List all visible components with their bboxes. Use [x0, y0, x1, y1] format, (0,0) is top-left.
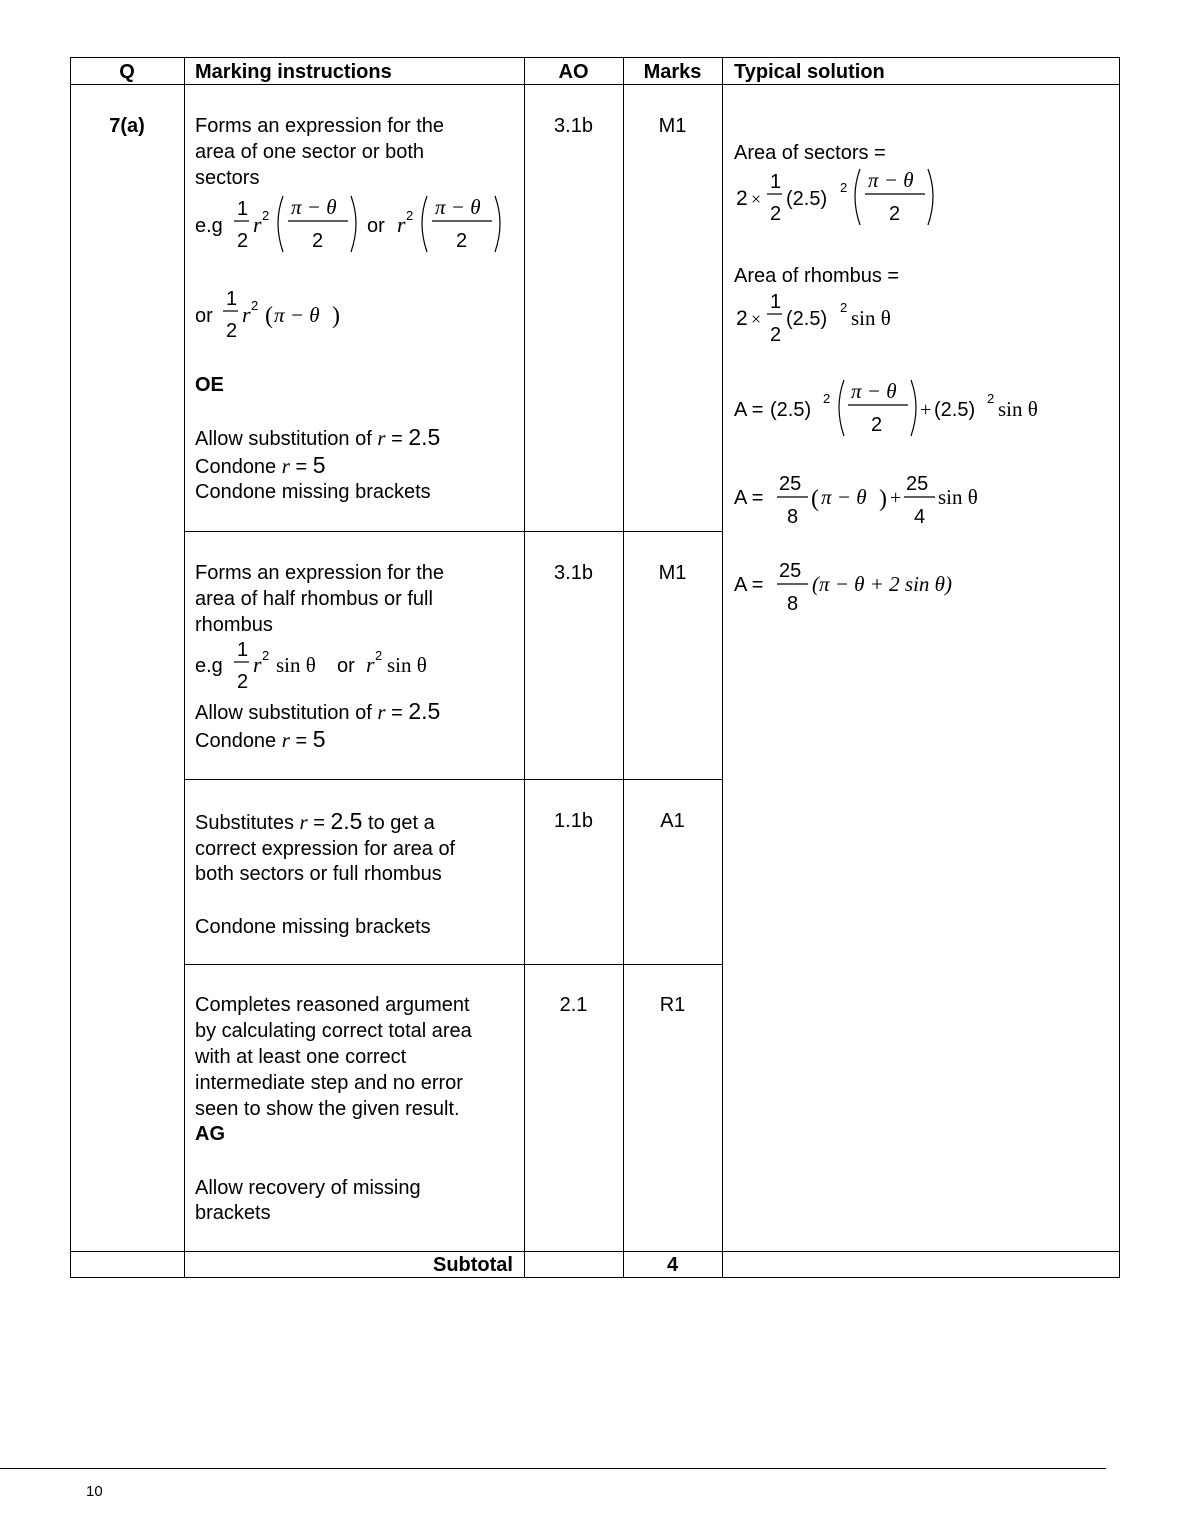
row1-r-var: r [253, 212, 262, 237]
solution-area-formula-1 [734, 374, 1054, 444]
sol1-two: 2 [736, 187, 748, 210]
row2-ao: 3.1b [554, 562, 593, 584]
solution-rhombus-formula [734, 289, 934, 349]
row2-condone-eq: = [289, 730, 313, 752]
row1-r-sq-2: 2 [406, 208, 414, 223]
header-marking-instructions: Marking instructions [195, 61, 392, 83]
row4-recovery-line-1: Allow recovery of missing [195, 1177, 421, 1199]
row2-sin-theta: sin θ [276, 653, 316, 677]
row4-line-5: seen to show the given result. [195, 1098, 460, 1120]
row1-allow-var: r [377, 426, 386, 450]
row2-line-1: Forms an expression for the [195, 562, 444, 584]
row2-condone-val: 5 [312, 726, 326, 752]
sol3-sq: 2 [823, 391, 831, 406]
row2-r-sq-2: 2 [375, 648, 383, 663]
footer-rule [0, 1468, 1106, 1469]
row2-allow-eq: = [385, 702, 409, 724]
sol4-paren-close: ) [879, 486, 887, 512]
row1-allow-val: 2.5 [408, 424, 441, 450]
row1-line-1: Forms an expression for the [195, 115, 444, 137]
row2-condone-prefix: Condone [195, 730, 282, 752]
row2-half-den: 2 [237, 671, 249, 693]
row1-r-sq-3: 2 [251, 298, 259, 313]
row1-line-3: sectors [195, 167, 260, 189]
sol3-r-val: (2.5) [770, 399, 812, 421]
sol4-n25-2: 25 [906, 473, 929, 495]
row1-condone-r [195, 453, 326, 480]
row4-line-3: with at least one correct [195, 1046, 407, 1068]
row2-eg-text: e.g [195, 655, 223, 677]
sol5-final-paren: (π − θ + 2 sin θ) [812, 572, 952, 596]
question-number: 7(a) [109, 115, 145, 137]
row3-line-1: correct expression for area of [195, 838, 456, 860]
col-divider-ao [623, 57, 624, 1278]
row3-mark: A1 [660, 810, 685, 832]
row1-r-sq: 2 [262, 208, 270, 223]
sol4-a-label: A = [734, 487, 764, 509]
row2-r-var: r [253, 652, 262, 677]
row1-allow-substitution [195, 425, 440, 452]
row1-pi-theta-den-2: 2 [456, 230, 468, 252]
row2-allow-val: 2.5 [408, 698, 441, 724]
row1-condone-brackets: Condone missing brackets [195, 481, 431, 503]
sol2-times: × [751, 309, 762, 329]
row2-condone-r [195, 727, 326, 754]
row-divider-3 [184, 964, 722, 965]
sol4-plus: + [890, 487, 902, 509]
row2-sin-theta-2: sin θ [387, 653, 427, 677]
row1-half-num: 1 [226, 288, 238, 310]
subtotal-divider [70, 1251, 1120, 1252]
row2-allow-substitution [195, 699, 440, 726]
row-divider-1 [184, 531, 722, 532]
sol5-d8: 8 [787, 593, 799, 615]
subtotal-label: Subtotal [433, 1254, 513, 1276]
sol2-two: 2 [736, 307, 748, 330]
row3-ao: 1.1b [554, 810, 593, 832]
solution-sectors-label: Area of sectors = [734, 142, 886, 164]
row1-condone-prefix: Condone [195, 456, 282, 478]
header-typical-solution: Typical solution [734, 61, 885, 83]
solution-rhombus-label: Area of rhombus = [734, 265, 900, 287]
sol2-half-den: 2 [770, 324, 782, 346]
row2-r-sq: 2 [262, 648, 270, 663]
table-border-top [70, 57, 1120, 58]
row3-sub-prefix: Substitutes [195, 812, 300, 834]
sol1-half-num: 1 [770, 171, 782, 193]
row3-condone-brackets: Condone missing brackets [195, 916, 431, 938]
row4-line-4: intermediate step and no error [195, 1072, 463, 1094]
sol2-r-val: (2.5) [786, 308, 828, 330]
page-number: 10 [86, 1483, 103, 1500]
row2-mark: M1 [658, 562, 687, 584]
sol5-n25: 25 [779, 560, 802, 582]
row1-condone-eq: = [289, 456, 313, 478]
header-divider [70, 84, 1120, 85]
col-divider-marking [524, 57, 525, 1278]
sol4-d4: 4 [914, 506, 926, 528]
row2-line-3: rhombus [195, 614, 273, 636]
solution-sectors-formula [734, 163, 954, 233]
col-divider-q [184, 57, 185, 1278]
sol4-paren-open: ( [811, 486, 819, 512]
row1-sector-formula [195, 190, 515, 260]
sol3-sq-2: 2 [987, 391, 995, 406]
row3-sub-eq: = [307, 812, 331, 834]
row1-pi-theta-num-2: π − θ [435, 195, 481, 219]
row2-or-text: or [337, 655, 355, 677]
row1-eg-text: e.g [195, 215, 223, 237]
row1-frac-den: 2 [237, 230, 249, 252]
sol5-a-label: A = [734, 574, 764, 596]
row2-r-var-2: r [366, 652, 375, 677]
row3-substitutes [195, 809, 435, 836]
row-divider-2 [184, 779, 722, 780]
row4-ao: 2.1 [559, 994, 588, 1016]
row2-allow-var: r [377, 700, 386, 724]
header-ao: AO [558, 61, 589, 83]
row2-half-num: 1 [237, 639, 249, 661]
sol1-pi-theta-den: 2 [889, 203, 901, 225]
row2-line-2: area of half rhombus or full [195, 588, 433, 610]
sol2-half-num: 1 [770, 291, 782, 313]
row1-condone-var: r [281, 454, 290, 478]
row1-oe-label: OE [195, 374, 224, 396]
row1-r-var-3: r [242, 302, 251, 327]
header-marks: Marks [643, 61, 702, 83]
row4-recovery-line-2: brackets [195, 1202, 271, 1224]
row1-condone-val: 5 [312, 452, 326, 478]
col-border-right [1119, 57, 1120, 1278]
row2-rhombus-formula [195, 637, 455, 697]
row1-paren-open: ( [265, 303, 273, 329]
sol1-half-den: 2 [770, 203, 782, 225]
sol1-r-val: (2.5) [786, 188, 828, 210]
sol3-a-label: A = [734, 399, 764, 421]
sol1-sq: 2 [840, 180, 848, 195]
solution-area-formula-2 [734, 466, 1014, 530]
sol4-sin-theta: sin θ [938, 485, 978, 509]
row3-sub-val: 2.5 [330, 808, 363, 834]
row1-r-var-2: r [397, 212, 406, 237]
solution-area-formula-3 [734, 553, 994, 617]
row1-ao: 3.1b [554, 115, 593, 137]
row1-or-text: or [367, 215, 385, 237]
row1-allow-eq: = [385, 428, 409, 450]
sol3-sin-theta: sin θ [998, 397, 1038, 421]
row1-mark: M1 [658, 115, 687, 137]
sol4-pi-theta: π − θ [821, 485, 867, 509]
sol2-sin-theta: sin θ [851, 306, 891, 330]
sol1-pi-theta-num: π − θ [868, 168, 914, 192]
row1-line-2: area of one sector or both [195, 141, 425, 163]
row3-sub-suffix: to get a [362, 812, 435, 834]
row4-mark: R1 [659, 994, 686, 1016]
row1-or-text-2: or [195, 305, 213, 327]
row3-sub-var: r [299, 810, 308, 834]
row2-condone-var: r [281, 728, 290, 752]
row4-ag-label: AG [195, 1123, 225, 1145]
row1-allow-prefix: Allow substitution of [195, 428, 378, 450]
sol3-plus: + [920, 399, 932, 421]
sol1-times: × [751, 189, 762, 209]
header-q: Q [119, 61, 135, 83]
row1-pi-theta: π − θ [274, 303, 320, 327]
sol4-n25: 25 [779, 473, 802, 495]
row1-paren-close: ) [332, 303, 340, 329]
row4-line-2: by calculating correct total area [195, 1020, 472, 1042]
sol3-pi-theta-den: 2 [871, 414, 883, 436]
sol3-pi-theta-num: π − θ [851, 379, 897, 403]
sol2-sq: 2 [840, 300, 848, 315]
row1-both-sectors-formula [195, 284, 375, 344]
col-border-left [70, 57, 71, 1278]
sol3-r-val-2: (2.5) [934, 399, 976, 421]
col-divider-marks [722, 57, 723, 1278]
row1-pi-theta-num: π − θ [291, 195, 337, 219]
row2-allow-prefix: Allow substitution of [195, 702, 378, 724]
row1-half-den: 2 [226, 320, 238, 342]
row1-pi-theta-den: 2 [312, 230, 324, 252]
row1-frac-num: 1 [237, 198, 249, 220]
subtotal-value: 4 [666, 1254, 679, 1276]
sol4-d8: 8 [787, 506, 799, 528]
row4-line-1: Completes reasoned argument [195, 994, 470, 1016]
row3-line-2: both sectors or full rhombus [195, 863, 442, 885]
